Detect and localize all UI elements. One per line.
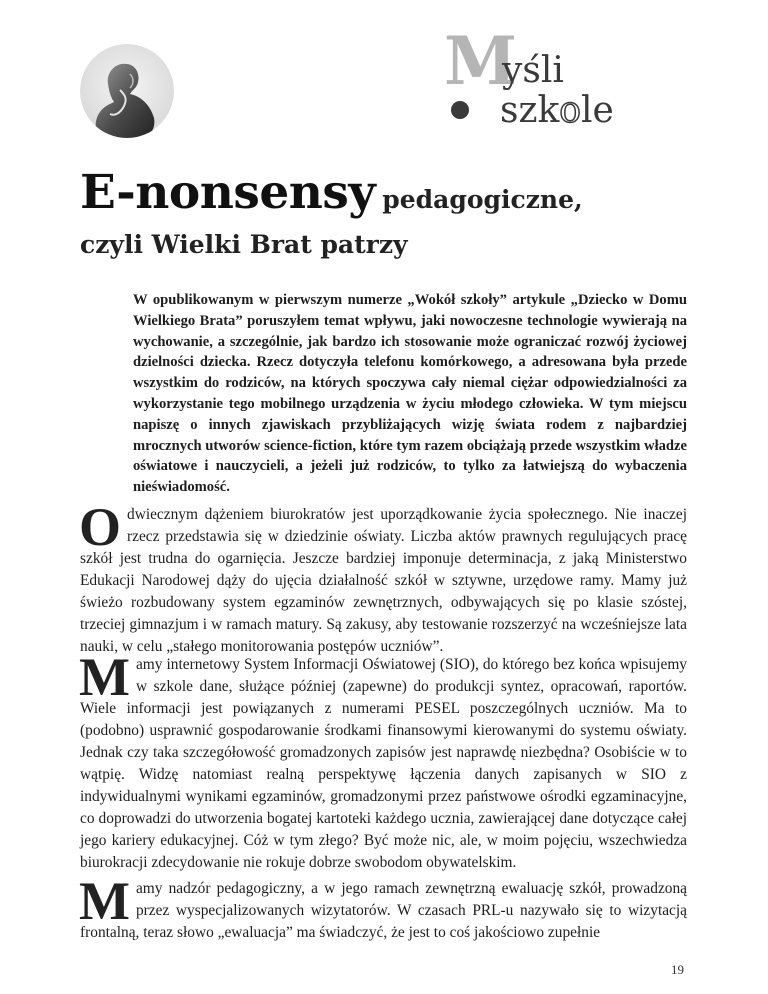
article-subtitle: czyli Wielki Brat patrzy [80,230,408,259]
title-secondary: pedagogiczne, [382,185,583,214]
thinker-bust-logo [80,44,174,138]
logo-word-mysli: yśli [502,50,564,91]
title-main: E-nonsensy [80,165,376,220]
lead-paragraph: W opublikowanym w pierwszym numerze „Wokół szkoły” artykule „Dziecko w Domu Wielkiego Brata” poruszyłem temat wpływu, jaki nowoczesne technologie wywierają na wychowanie, a szczególnie, jak bardzo ich stosowanie może ograniczać rozwój życiowej dzielności dziecka. Rzecz dotyczyła telefonu komórkowego, a adresowana była przede wszystkim do rodziców, na których spoczywa cały niemal ciężar odpowiedzialności za wykorzystanie tego mobilnego urządzenia w życiu młodego człowieka. W tym miejscu napiszę o innych zjawiskach przybliżających wizję świata rodem z najbardziej mrocznych utworów science-fiction, które tym razem obciążają przede wszystkim władze oświatowe i nauczycieli, a jeżeli już rodziców, to tylko za łatwiejszą do wybaczenia nieświadomość. [133,292,687,496]
logo-word-szkole: szkole [500,90,614,131]
body-paragraph-2 [79,647,687,874]
article-title [80,165,583,220]
logo-dot [451,101,469,119]
drop-cap: O [79,497,122,557]
body-paragraph-1 [79,497,687,658]
section-logo [440,22,690,132]
paragraph-text: amy nadzór pedagogiczny, a w jego ramach zewnętrzną ewaluację szkół, prowadzoną przez wyspecjalizowanych wizytatorów. W czasach PRL-u nazywało się to wizytacją frontalną, teraz słowo „ewaluacja” ma świadczyć, że jest to coś jakościowo zupełnie [80,880,687,941]
page-number: 19 [671,962,684,977]
drop-cap: M [79,871,130,931]
paragraph-text: dwiecznym dążeniem biurokratów jest uporządkowanie życia społecznego. Nie inaczej rzecz przedstawia się w dziedzinie oświaty. Liczba aktów prawnych regulujących pracę szkół jest trudna do ogarnięcia. Jeszcze bardziej imponuje determinacja, z jaką Ministerstwo Edukacji Narodowej dąży do ujęcia działalność szkół w sztywne, urzędowe ramy. Mamy już świeżo rozbudowany system egzaminów zewnętrznych, odbywających się po klasie szóstej, trzeciej gimnazjum i w ramach matury. Są zakusy, aby testowanie rozszerzyć na wcześniejsze lata nauki, w celu „stałego monitorowania postępów uczniów”. [80,506,687,655]
body-paragraph-3 [79,871,687,944]
drop-cap: M [79,647,130,707]
logo-letter-m: M [444,22,518,100]
paragraph-text: amy internetowy System Informacji Oświatowej (SIO), do którego bez końca wpisujemy w szkole dane, służące później (zapewne) do produkcji syntez, opracowań, raportów. Wiele informacji jest powiązanych z numerami PESEL poszczególnych uczniów. Ma to (podobno) usprawnić gospodarowanie środkami finansowymi kierowanymi do systemu oświaty. Jednak czy taka szczegółowość gromadzonych zapisów jest naprawdę niezbędna? Osobiście w to wątpię. Widzę natomiast realną perspektywę łączenia danych zapisanych w SIO z indywidualnymi wynikami egzaminów, gromadzonymi przez państwowe ośrodki egzaminacyjne, co doprowadzi do utworzenia bogatej kartoteki każdego ucznia, zawierającej dane dotyczące całej jego kariery edukacyjnej. Cóż w tym złego? Być może nic, ale, w moim pojęciu, wszechwiedza biurokracji zdecydowanie nie rokuje dobrze swobodom obywatelskim. [80,656,687,871]
